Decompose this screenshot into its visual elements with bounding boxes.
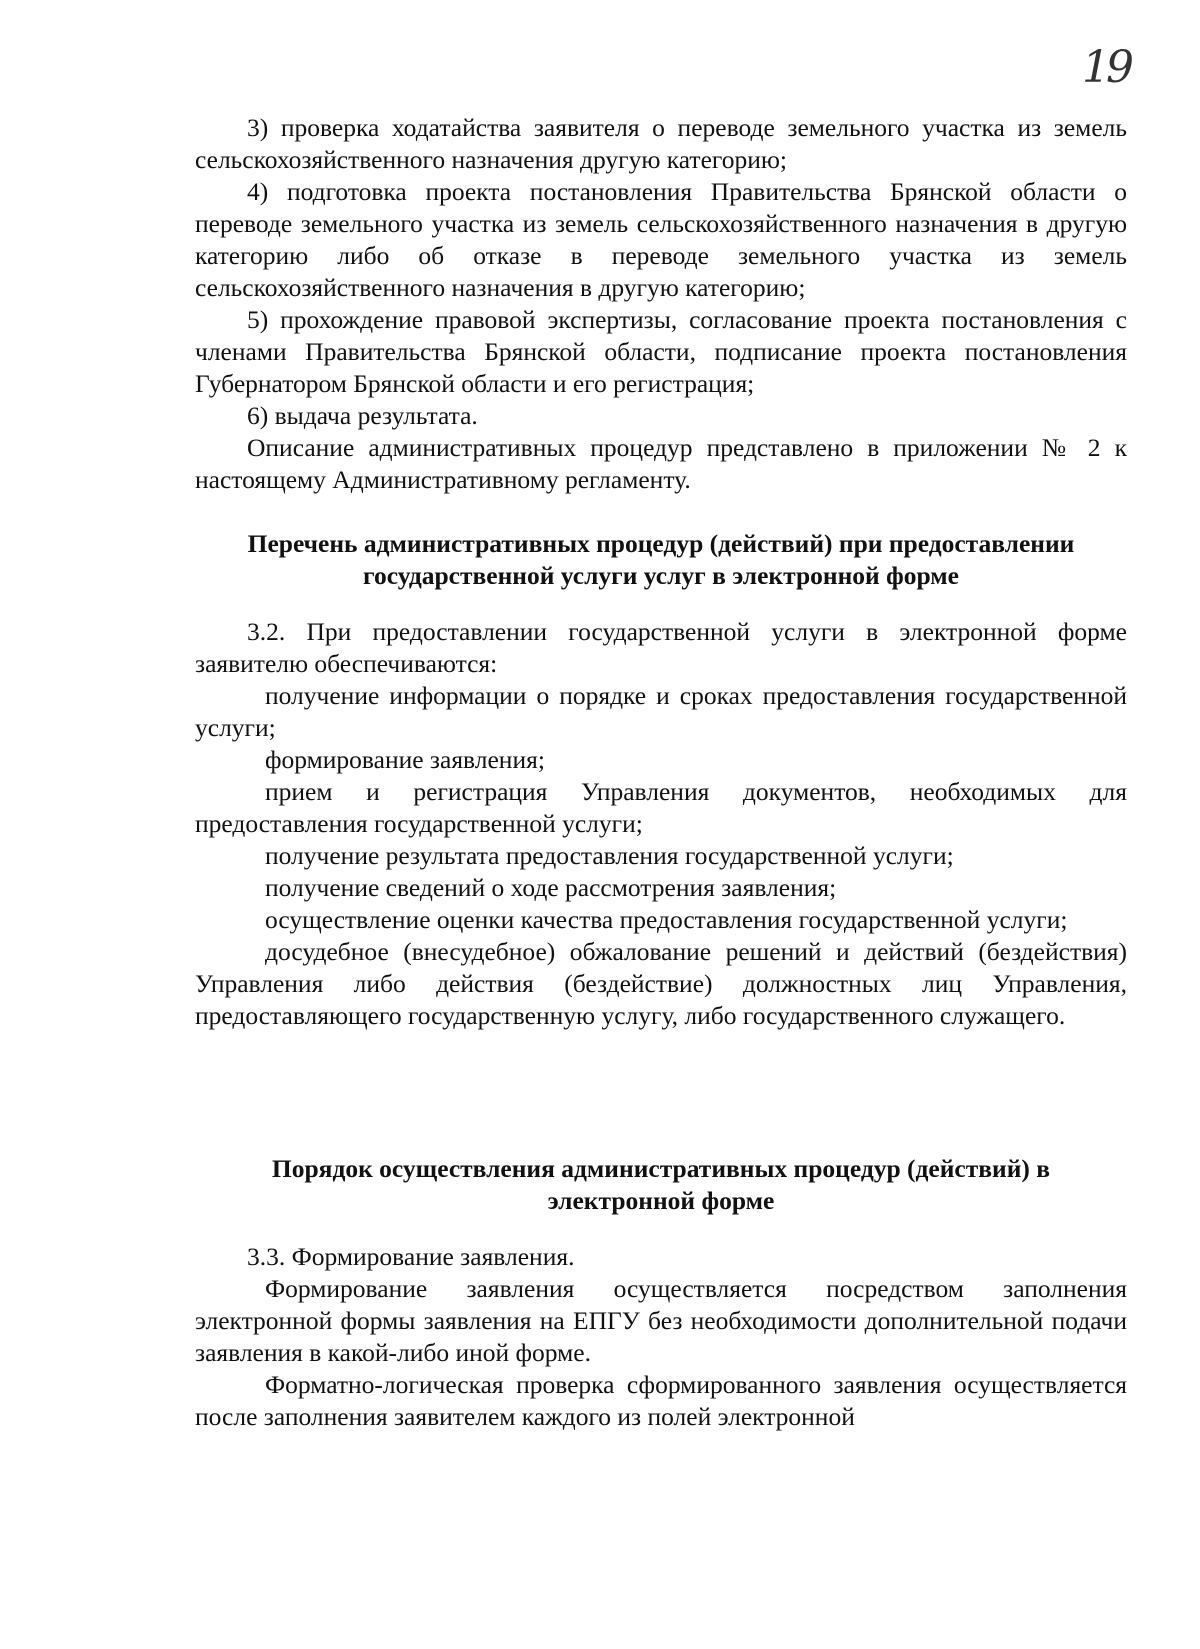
paragraph: Формирование заявления осуществляется посредством заполнения электронной формы заявления на ЕПГУ без необходимости дополнительной подачи заявления в какой-либо иной форме. [195,1274,1127,1367]
list-item: получение информации о порядке и сроках предоставления государственной услуги; [195,681,1127,742]
application-forming-section [195,1241,1127,1433]
procedures-list [195,112,1127,496]
paragraph: Форматно-логическая проверка сформированного заявления осуществляется после заполнения заявителем каждого из полей электронной [195,1370,1127,1431]
page-number: 19 [1082,42,1130,93]
paragraph: 4) подготовка проекта постановления Правительства Брянской области о переводе земельного участка из земель сельскохозяйственного назначения в другую категорию либо об отказе в переводе земельного участка из земель сельскохозяйственного назначения в другую категорию; [195,177,1127,302]
list-item: прием и регистрация Управления документов, необходимых для предоставления государственной услуги; [195,777,1127,838]
paragraph: 3) проверка ходатайства заявителя о переводе земельного участка из земель сельскохозяйственного назначения другую категорию; [195,113,1127,174]
paragraph: 3.2. При предоставлении государственной услуги в электронной форме заявителю обеспечиваются: [195,617,1127,678]
heading-line: Порядок осуществления административных процедур (действий) в [271,1154,1051,1183]
electronic-services-list [195,616,1127,1032]
section-heading [195,1153,1127,1217]
heading-line: электронной форме [547,1186,775,1215]
list-item: досудебное (внесудебное) обжалование решений и действий (бездействия) Управления либо действия (бездействие) должностных лиц Управления, предоставляющего государственную услугу, либо государственного служащего. [195,937,1127,1030]
paragraph: 6) выдача результата. [247,401,478,430]
paragraph: 3.3. Формирование заявления. [247,1242,575,1271]
heading-line: Перечень административных процедур (действий) при предоставлении [247,529,1075,558]
list-item: получение результата предоставления государственной услуги; [265,841,954,870]
paragraph: Описание административных процедур представлено в приложении № 2 к настоящему Административному регламенту. [195,433,1127,494]
list-item: формирование заявления; [265,745,545,774]
list-item: получение сведений о ходе рассмотрения заявления; [265,873,837,902]
paragraph: 5) прохождение правовой экспертизы, согласование проекта постановления с членами Правительства Брянской области, подписание проекта постановления Губернатором Брянской области и его регистрация; [195,305,1127,398]
list-item: осуществление оценки качества предоставления государственной услуги; [265,905,1068,934]
section-heading [195,528,1127,592]
heading-line: государственной услуги услуг в электронной форме [363,561,959,590]
